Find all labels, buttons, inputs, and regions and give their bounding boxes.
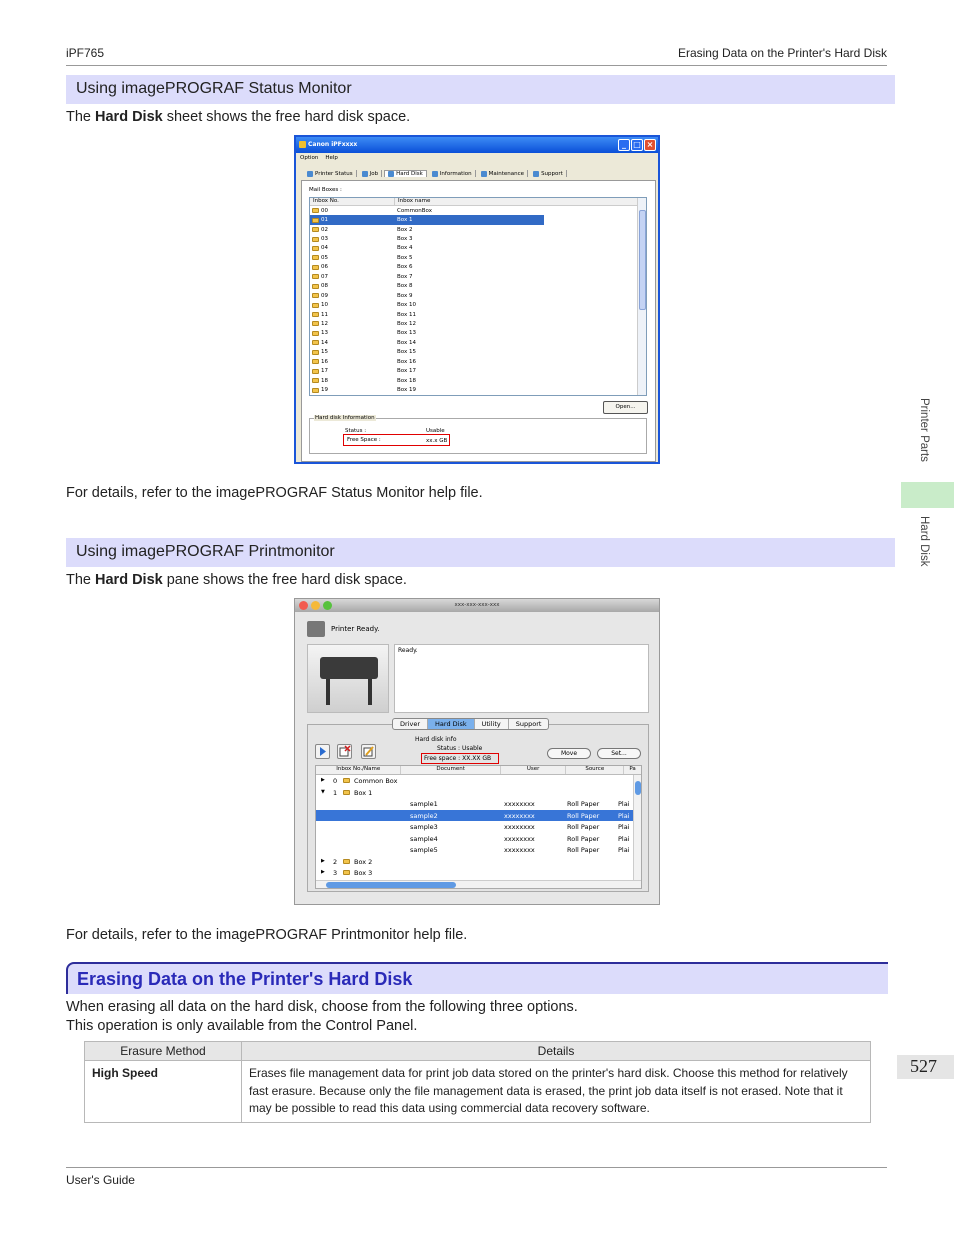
col-document[interactable]: Document (401, 766, 500, 774)
col-paper[interactable]: Pa (629, 766, 636, 772)
folder-icon (312, 265, 319, 270)
erasure-method-cell: High Speed (85, 1061, 242, 1123)
tab-label: Information (439, 170, 472, 177)
inbox-number: 12 (321, 320, 328, 327)
list-item[interactable] (310, 329, 646, 338)
mailboxes-label: Mail Boxes : (309, 187, 342, 193)
tab-icon (388, 171, 394, 177)
hard-disk-info-label: Hard disk info (415, 736, 457, 743)
section3-line2: This operation is only available from the Control Panel. (66, 1018, 418, 1034)
inbox-name: Box 5 (397, 254, 413, 261)
list-item[interactable] (310, 234, 646, 243)
folder-icon (343, 870, 350, 875)
free-space-highlight (343, 434, 450, 446)
free-space-highlight: Free space : XX.XX GB (421, 753, 499, 764)
document-name: sample2 (410, 811, 438, 820)
folder-icon (312, 369, 319, 374)
list-item[interactable] (310, 282, 646, 291)
table-vscrollbar[interactable] (633, 775, 641, 881)
inbox-number: 13 (321, 330, 328, 337)
inbox-number: 01 (321, 217, 328, 224)
document-name: sample1 (410, 800, 438, 808)
printer-image (307, 644, 389, 713)
delete-job-icon[interactable] (337, 744, 352, 759)
tab-label: Maintenance (488, 170, 525, 177)
section2-intro: The Hard Disk pane shows the free hard disk space. (66, 572, 407, 588)
inbox-number: 09 (321, 292, 328, 299)
window-title: xxx-xxx-xxx-xxx (454, 602, 500, 608)
user-name: xxxxxxxx (504, 800, 535, 808)
tab-label: Support (541, 170, 563, 177)
inbox-name: Box 1 (354, 788, 373, 797)
user-name: xxxxxxxx (504, 846, 535, 854)
user-name: xxxxxxxx (504, 834, 535, 843)
col-erasure-method: Erasure Method (85, 1042, 242, 1061)
table-row[interactable] (316, 833, 641, 845)
printer-status-icon (307, 621, 325, 637)
tab-support[interactable]: Support (515, 720, 542, 728)
inbox-name: Box 12 (397, 320, 416, 327)
inbox-name: Box 8 (397, 283, 413, 290)
inbox-number: 15 (321, 349, 328, 356)
folder-icon (312, 340, 319, 345)
section-heading-erasing (66, 962, 888, 994)
col-user[interactable]: User (501, 766, 567, 774)
list-item[interactable] (310, 376, 646, 385)
folder-icon (312, 208, 319, 213)
folder-icon (343, 790, 350, 795)
inbox-name: Box 2 (397, 226, 413, 233)
scroll-thumb[interactable] (635, 781, 641, 795)
expand-triangle[interactable]: ▼ (321, 788, 325, 795)
footer-rule (66, 1167, 887, 1168)
table-row[interactable] (316, 844, 641, 856)
inbox-name: Box 9 (397, 292, 413, 299)
folder-icon (312, 246, 319, 251)
page-number: 527 (897, 1055, 954, 1079)
list-item[interactable] (310, 366, 646, 375)
status-message: Ready. (394, 644, 649, 713)
close-icon[interactable]: × (644, 139, 656, 151)
list-item[interactable] (310, 319, 646, 328)
tab-label: Job (369, 170, 379, 177)
scroll-thumb[interactable] (326, 882, 456, 888)
window-title: Canon iPFxxxx (308, 141, 358, 148)
inbox-number: 19 (321, 387, 328, 394)
inbox-number: 00 (321, 207, 328, 214)
document-name: sample4 (410, 834, 438, 843)
section-title-status-monitor: Using imagePROGRAF Status Monitor (66, 75, 895, 104)
printer-ready-title: Printer Ready. (331, 625, 380, 633)
tab-hard-disk[interactable]: Hard Disk (428, 719, 475, 729)
folder-icon (312, 237, 319, 242)
list-item[interactable] (310, 244, 646, 253)
list-item[interactable] (310, 215, 646, 224)
inbox-name: Box 4 (397, 245, 413, 252)
inbox-number: 1 (333, 788, 338, 797)
section-title-printmonitor: Using imagePROGRAF Printmonitor (66, 538, 895, 567)
table-row (85, 1061, 871, 1123)
section3-line1: When erasing all data on the hard disk, choose from the following three options. (66, 999, 578, 1015)
inbox-number: 04 (321, 245, 328, 252)
inbox-name: Box 10 (397, 302, 416, 309)
header-model: iPF765 (66, 46, 105, 60)
folder-icon (312, 284, 319, 289)
folder-icon (343, 778, 350, 783)
list-item[interactable] (310, 357, 646, 366)
folder-icon (312, 227, 319, 232)
folder-icon (312, 359, 319, 364)
folder-icon (312, 293, 319, 298)
expand-triangle[interactable]: ▶ (321, 857, 325, 864)
inbox-number: 07 (321, 273, 328, 280)
tab-bar (392, 718, 549, 730)
footer-guide: User's Guide (66, 1173, 135, 1187)
app-icon (299, 141, 306, 148)
user-name: xxxxxxxx (504, 823, 535, 831)
list-header (310, 198, 646, 206)
tab-icon (533, 171, 539, 177)
side-tab-printer-parts[interactable]: Printer Parts (918, 398, 930, 462)
col-source[interactable]: Source (566, 766, 624, 774)
section1-intro: The Hard Disk sheet shows the free hard disk space. (66, 109, 411, 125)
folder-icon (343, 859, 350, 864)
list-scrollbar[interactable] (637, 198, 646, 395)
inbox-name: Box 17 (397, 368, 416, 375)
free-space-value: xx.x GB (426, 438, 448, 444)
inbox-number: 02 (321, 226, 328, 233)
tab-job[interactable] (359, 170, 382, 177)
mailbox-list (309, 197, 647, 396)
folder-icon (312, 274, 319, 279)
folder-icon (312, 321, 319, 326)
section2-details: For details, refer to the imagePROGRAF Printmonitor help file. (66, 927, 468, 943)
tab-information[interactable] (429, 170, 476, 177)
erasure-table (84, 1041, 871, 1123)
inbox-name: Box 11 (397, 311, 416, 318)
col-inbox-name[interactable]: Inbox No./Name (316, 766, 401, 774)
inbox-name: Box 15 (397, 349, 416, 356)
inbox-number: 14 (321, 339, 328, 346)
paper-source: Roll Paper (567, 846, 600, 854)
list-item[interactable] (310, 272, 646, 281)
hard-disk-info-label: Hard disk Information (315, 415, 375, 421)
status-monitor-window (294, 135, 660, 464)
edit-job-icon[interactable] (361, 744, 376, 759)
folder-icon (312, 255, 319, 260)
expand-triangle[interactable]: ▶ (321, 869, 325, 875)
inbox-name: Box 7 (397, 273, 413, 280)
section1-details: For details, refer to the imagePROGRAF Status Monitor help file. (66, 485, 483, 501)
col-inbox-no[interactable]: Inbox No. (310, 198, 395, 205)
tab-printer-status[interactable] (304, 170, 357, 177)
tab-hard-disk[interactable] (384, 170, 427, 177)
table-row[interactable] (316, 798, 641, 810)
paper-type: Plai (618, 846, 630, 854)
tab-support[interactable] (530, 170, 567, 177)
list-item[interactable] (310, 225, 646, 234)
paper-type: Plai (618, 834, 630, 843)
inbox-number: 0 (333, 777, 338, 785)
inbox-number: 10 (321, 302, 328, 309)
list-item[interactable] (310, 206, 646, 215)
set-button[interactable]: Set... (597, 748, 641, 759)
erasure-details-cell: Erases file management data for print job data stored on the printer's hard disk. Choose this method for relatively fast erasure. Because only the file management data is erased, the print job data itself is not erased. Note that it may be possible to read this data using commercial data recovery software. (242, 1061, 871, 1123)
menu-option[interactable]: Option (300, 155, 319, 161)
inbox-name: Box 19 (397, 387, 416, 394)
inbox-name: Box 16 (397, 358, 416, 365)
folder-icon (312, 331, 319, 336)
paper-source: Roll Paper (567, 811, 600, 820)
inbox-name: Box 18 (397, 377, 416, 384)
tab-icon (432, 171, 438, 177)
move-button[interactable]: Move (547, 748, 591, 759)
free-space-label: Free Space : (347, 437, 381, 443)
tab-label: Hard Disk (396, 171, 423, 177)
side-tab-hard-disk[interactable]: Hard Disk (918, 516, 930, 567)
list-item[interactable] (310, 310, 646, 319)
hard-disk-status: Status : Usable (437, 745, 483, 752)
list-item[interactable] (310, 263, 646, 272)
list-item[interactable] (310, 300, 646, 309)
user-name: xxxxxxxx (504, 811, 535, 820)
list-item[interactable] (310, 348, 646, 357)
play-icon[interactable] (315, 744, 330, 759)
status-label: Status : (345, 428, 367, 434)
paper-type: Plai (618, 823, 630, 831)
table-row[interactable] (316, 810, 641, 822)
inbox-number: 05 (321, 254, 328, 261)
minimize-icon[interactable]: _ (618, 139, 630, 151)
inbox-name: Box 3 (354, 869, 373, 877)
list-item[interactable] (310, 338, 646, 347)
inbox-number: 18 (321, 377, 328, 384)
header-chapter: Erasing Data on the Printer's Hard Disk (677, 46, 887, 60)
inbox-name: Box 6 (397, 264, 413, 271)
inbox-number: 11 (321, 311, 328, 318)
col-details: Details (242, 1042, 871, 1061)
section-heading-text: Erasing Data on the Printer's Hard Disk (77, 969, 413, 989)
inbox-number: 3 (333, 869, 338, 877)
header-rule (66, 65, 887, 66)
folder-icon (312, 388, 319, 393)
tab-icon (307, 171, 313, 177)
minimize-icon[interactable] (311, 601, 320, 610)
folder-icon (312, 303, 319, 308)
side-tab-marker (901, 482, 954, 508)
folder-icon (312, 378, 319, 383)
list-item[interactable] (310, 253, 646, 262)
inbox-name: Box 2 (354, 857, 373, 866)
table-row[interactable] (316, 821, 641, 833)
zoom-icon[interactable] (323, 601, 332, 610)
inbox-name: CommonBox (397, 207, 432, 214)
paper-source: Roll Paper (567, 823, 600, 831)
list-item[interactable] (310, 291, 646, 300)
table-hscrollbar[interactable] (316, 880, 641, 888)
window-titlebar (295, 599, 659, 612)
folder-icon (312, 350, 319, 355)
tab-icon (362, 171, 368, 177)
tab-maintenance[interactable] (478, 170, 528, 177)
paper-type: Plai (618, 800, 630, 808)
menu-help[interactable]: Help (325, 155, 338, 161)
inbox-name: Box 3 (397, 236, 413, 243)
inbox-name: Box 1 (395, 215, 544, 224)
inbox-number: 16 (321, 358, 328, 365)
tab-label: Printer Status (315, 170, 353, 177)
close-icon[interactable] (299, 601, 308, 610)
inbox-number: 08 (321, 283, 328, 290)
tab-bar (304, 170, 567, 177)
paper-source: Roll Paper (567, 834, 600, 843)
paper-source: Roll Paper (567, 800, 600, 808)
tab-utility[interactable]: Utility (475, 719, 509, 729)
menu-bar (296, 153, 658, 163)
table-row[interactable] (316, 775, 641, 787)
inbox-number: 03 (321, 236, 328, 243)
tab-icon (481, 171, 487, 177)
inbox-name: Common Box (354, 777, 398, 785)
table-row[interactable] (316, 856, 641, 868)
document-name: sample5 (410, 846, 438, 854)
list-item[interactable] (310, 385, 646, 394)
inbox-number: 2 (333, 857, 338, 866)
scroll-thumb[interactable] (639, 210, 646, 310)
inbox-number: 06 (321, 264, 328, 271)
table-row[interactable] (316, 867, 641, 879)
table-header (316, 766, 641, 775)
printmonitor-window (294, 598, 660, 905)
expand-triangle[interactable]: ▶ (321, 777, 325, 783)
inbox-table (315, 765, 642, 889)
folder-icon (312, 218, 319, 223)
document-name: sample3 (410, 823, 438, 831)
paper-type: Plai (618, 811, 630, 820)
table-header-row (85, 1042, 871, 1061)
status-value: Usable (426, 428, 445, 434)
inbox-number: 17 (321, 368, 328, 375)
folder-icon (312, 312, 319, 317)
open-button[interactable]: Open... (603, 401, 648, 414)
maximize-icon[interactable]: □ (631, 139, 643, 151)
inbox-name: Box 14 (397, 339, 416, 346)
table-row[interactable] (316, 787, 641, 799)
window-titlebar (296, 137, 658, 153)
inbox-name: Box 13 (397, 330, 416, 337)
tab-driver[interactable]: Driver (393, 719, 428, 729)
col-inbox-name[interactable]: Inbox name (398, 198, 431, 204)
